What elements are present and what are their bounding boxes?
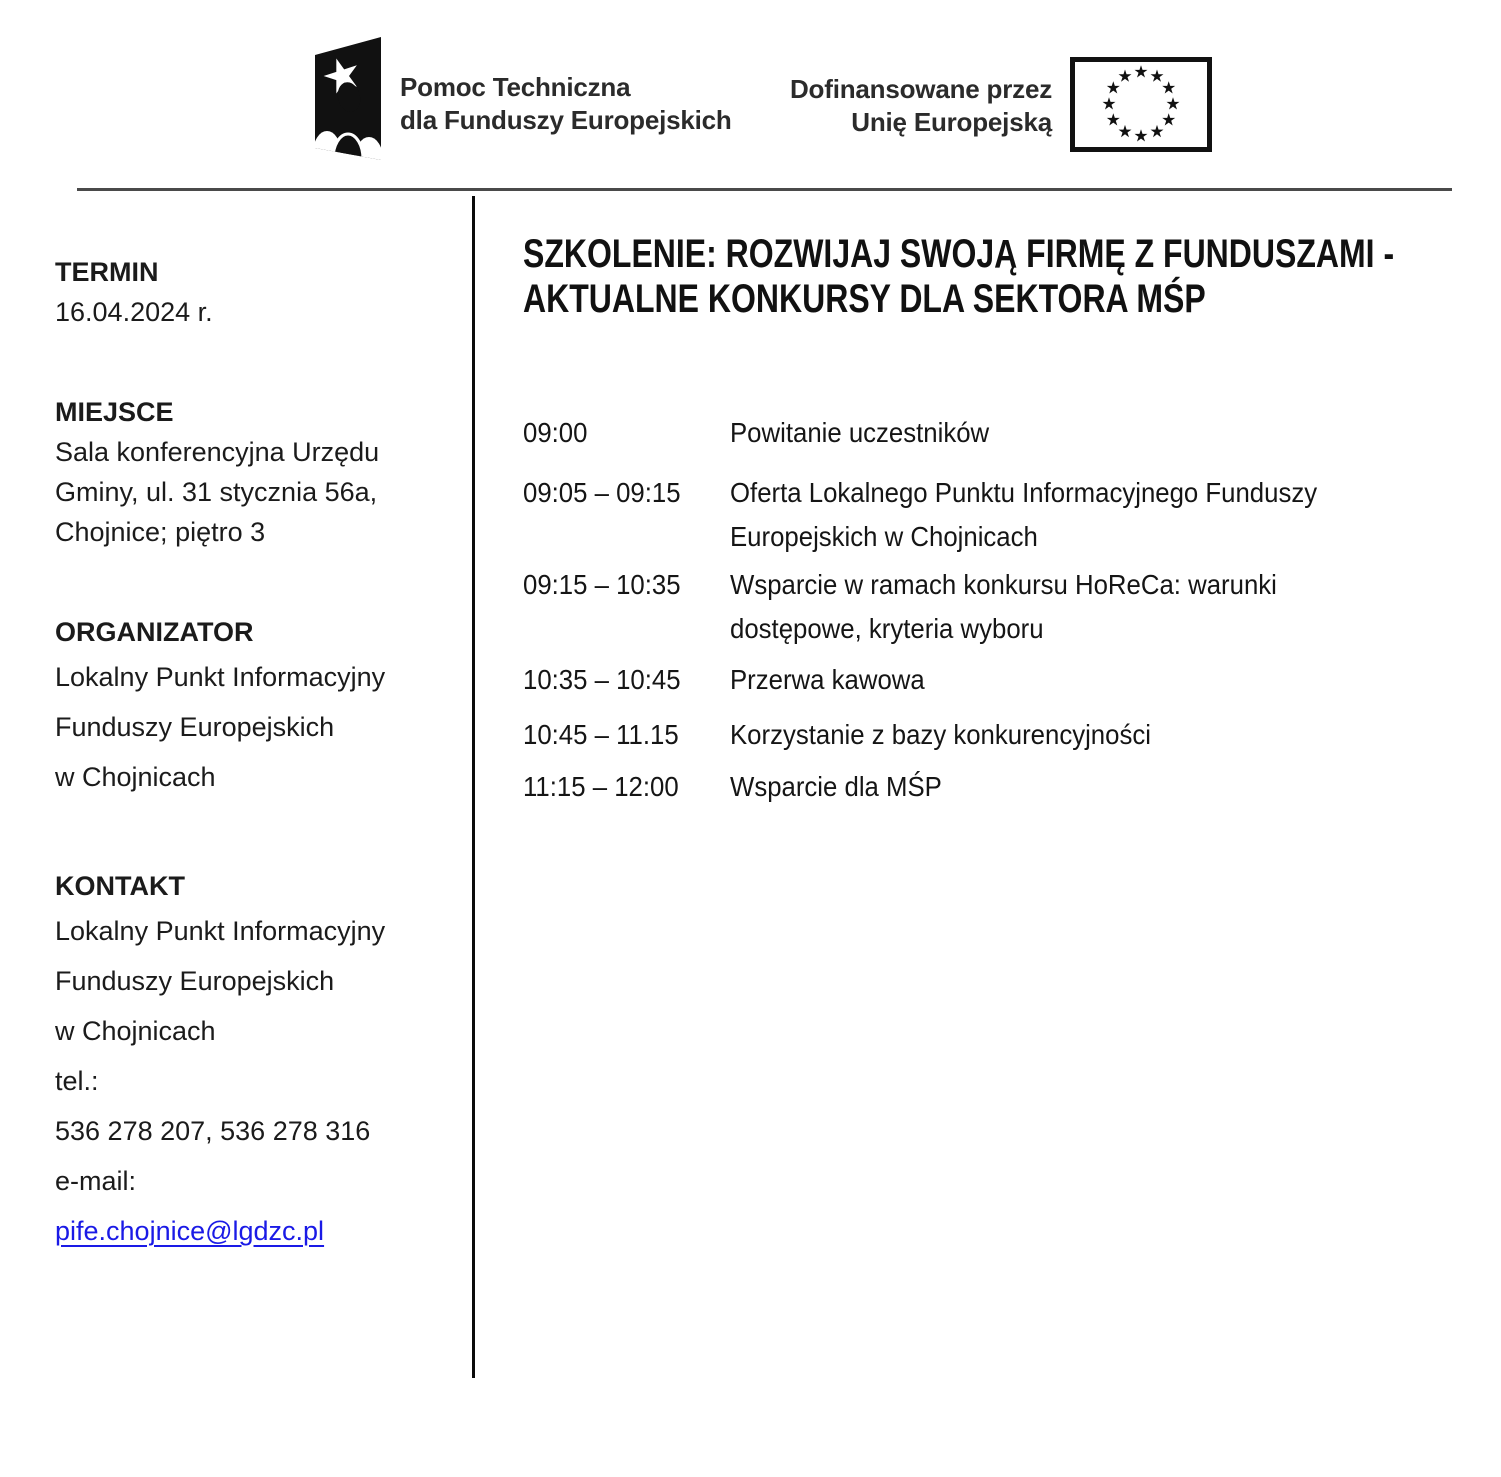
contact-email-link[interactable]: pife.chojnice@lgdzc.pl <box>55 1216 325 1246</box>
event-title-line2: AKTUALNE KONKURSY DLA SEKTORA MŚP <box>523 277 1206 321</box>
funding-statement <box>660 73 1052 139</box>
kontakt-line: w Chojnicach <box>55 1016 216 1046</box>
agenda-row <box>523 658 942 702</box>
agenda-row <box>523 563 1324 651</box>
kontakt-heading: KONTAKT <box>55 871 185 901</box>
agenda-row <box>523 411 1012 455</box>
kontakt-line: Lokalny Punkt Informacyjny <box>55 916 386 946</box>
agenda-row <box>523 713 1188 757</box>
funding-statement-line2: Unię Europejską <box>851 107 1052 137</box>
agenda-description: Wsparcie w ramach konkursu HoReCa: warunki dostępowe, kryteria wyboru <box>730 569 1277 644</box>
funding-statement-line1: Dofinansowane przez <box>789 74 1052 104</box>
miejsce-heading: MIEJSCE <box>55 397 174 427</box>
agenda-time: 09:15 – 10:35 <box>523 569 681 600</box>
agenda-description: Oferta Lokalnego Punktu Informacyjnego Funduszy Europejskich w Chojnicach <box>730 477 1318 552</box>
column-divider <box>472 196 475 1378</box>
pomoc-techniczna-logo-icon <box>315 35 381 163</box>
agenda-description: Korzystanie z bazy konkurencyjności <box>730 719 1151 750</box>
agenda-time: 10:35 – 10:45 <box>523 664 681 695</box>
miejsce-line: Sala konferencyjna Urzędu <box>55 437 380 467</box>
logo-wordmark-line2: dla Funduszy Europejskich <box>400 105 732 135</box>
section-kontakt <box>55 866 465 1256</box>
kontakt-line: tel.: <box>55 1066 99 1096</box>
section-termin <box>55 252 465 332</box>
agenda-time: 11:15 – 12:00 <box>523 771 679 802</box>
miejsce-line: Chojnice; piętro 3 <box>55 517 266 547</box>
organizator-heading: ORGANIZATOR <box>55 617 254 647</box>
agenda-time: 09:00 <box>523 417 588 448</box>
section-miejsce <box>55 392 465 552</box>
kontakt-line: Funduszy Europejskich <box>55 966 335 996</box>
eu-flag-icon <box>1070 57 1212 152</box>
agenda-description: Wsparcie dla MŚP <box>730 771 942 802</box>
section-organizator <box>55 612 465 802</box>
agenda-row <box>523 471 1368 559</box>
kontakt-line: e-mail: <box>55 1166 137 1196</box>
kontakt-line: 536 278 207, 536 278 316 <box>55 1116 371 1146</box>
miejsce-line: Gminy, ul. 31 stycznia 56a, <box>55 477 378 507</box>
termin-heading: TERMIN <box>55 257 159 287</box>
agenda-description: Powitanie uczestników <box>730 417 990 448</box>
termin-value: 16.04.2024 r. <box>55 297 213 327</box>
event-title <box>523 232 1501 322</box>
logo-wordmark-line1: Pomoc Techniczna <box>400 72 631 102</box>
organizator-line: Funduszy Europejskich <box>55 712 335 742</box>
organizator-line: Lokalny Punkt Informacyjny <box>55 662 386 692</box>
agenda-time: 09:05 – 09:15 <box>523 477 681 508</box>
agenda-description: Przerwa kawowa <box>730 664 925 695</box>
agenda-row <box>523 765 960 809</box>
header-divider <box>77 188 1452 191</box>
organizator-line: w Chojnicach <box>55 762 216 792</box>
event-title-line1: SZKOLENIE: ROZWIJAJ SWOJĄ FIRMĘ Z FUNDUSZAMI - <box>523 232 1395 276</box>
agenda-time: 10:45 – 11.15 <box>523 719 679 750</box>
